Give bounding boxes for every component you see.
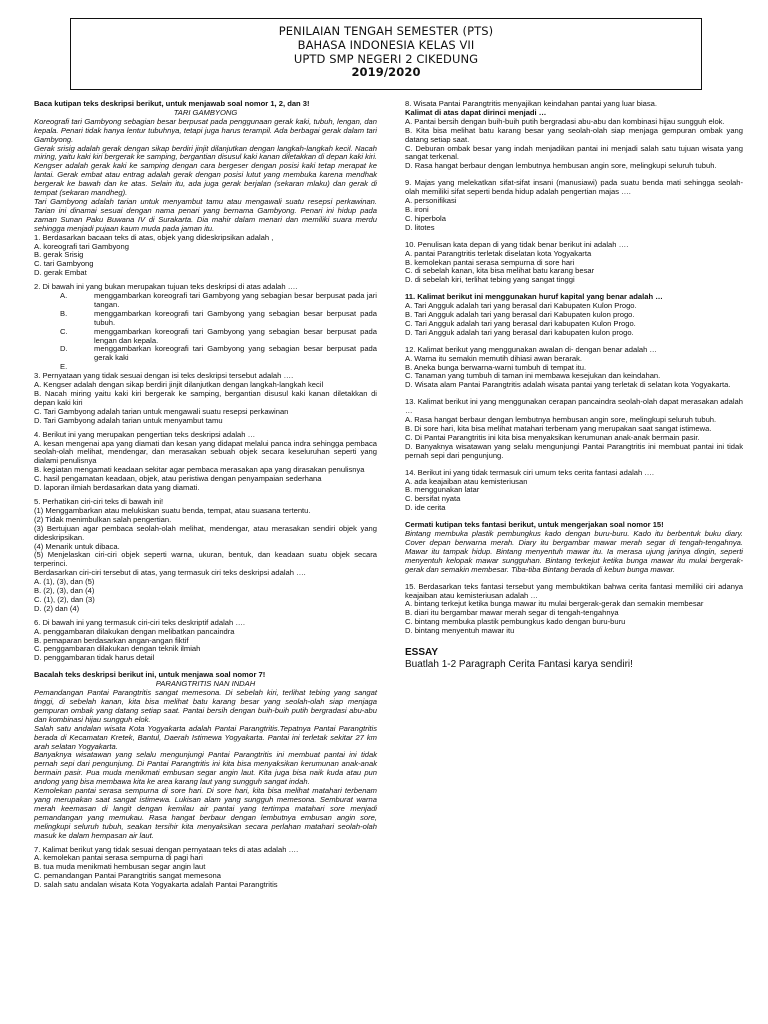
question-1: 1. Berdasarkan bacaan teks di atas, objek yang dideskripsikan adalah ,	[34, 232, 274, 242]
option: B. Tari Angguk adalah tari yang berasal dari Kabupaten kulon progo.	[405, 310, 635, 320]
question-5-ask: Berdasarkan ciri-ciri tersebut di atas, yang termasuk ciri teks deskripsi adalah ….	[34, 568, 306, 578]
option: C. pemandangan Pantai Parangtritis sangat memesona	[34, 871, 222, 881]
instruction-3: Cermati kutipan teks fantasi berikut, untuk mengerjakan soal nomor 15!	[405, 520, 664, 530]
question-15: 15. Berdasarkan teks fantasi tersebut yang membuktikan bahwa cerita fantasi memiliki ciri adanya keajaiban atau kemisteriusan adalah …	[405, 581, 743, 600]
option: A. ada keajaiban atau kemisteriusan	[405, 476, 528, 486]
option: A. personifikasi	[405, 196, 457, 206]
essay-instruction: Buatlah 1-2 Paragraph Cerita Fantasi karya sendiri!	[405, 659, 633, 671]
option: A. koreografi tari Gambyong	[34, 241, 129, 251]
passage-title-1: TARI GAMBYONG	[173, 107, 238, 117]
question-3: 3. Pernyataan yang tidak sesuai dengan isi teks deskripsi tersebut adalah ….	[34, 371, 294, 381]
option: D. Tari Gambyong adalah tarian untuk menyambut tamu	[34, 415, 223, 425]
question-2: 2. Di bawah ini yang bukan merupakan tujuan teks deskripsi di atas adalah ….	[34, 282, 298, 292]
passage-1-paragraph: Koreografi tari Gambyong sebagian besar berpusat pada penggunaan gerak kaki, tubuh, lengan, dan kepala. Penari tidak hanya lentur tubuhnya, tetapi juga harus terampil. Ada berbagai gerak dalam tari Gambyong.	[34, 116, 377, 144]
header-school: UPTD SMP NEGERI 2 CIKEDUNG	[293, 51, 479, 66]
option: C. (1), (2), dan (3)	[34, 594, 95, 604]
question-13: 13. Kalimat berikut ini yang menggunakan cerapan pancaindra seolah-olah dapat merasakan adalah …	[405, 397, 743, 416]
option: B. Di sore hari, kita bisa melihat matahari terbenam yang merupakan saat sangat istimewa.	[405, 424, 712, 433]
question-6: 6. Di bawah ini yang termasuk ciri-ciri teks deskriptif adalah ….	[34, 617, 246, 627]
option: A. pantai Parangtritis terletak diselatan kota Yogyakarta	[405, 248, 592, 258]
question-10: 10. Penulisan kata depan di yang tidak benar berikut ini adalah ….	[405, 239, 629, 249]
option: C. hasil pengamatan keadaan, objek, atau peristiwa dengan penyampaian sederhana	[34, 474, 322, 484]
option: D. litotes	[405, 222, 435, 232]
option: B. pemaparan berdasarkan angan-angan fiktif	[34, 635, 189, 645]
passage-2-paragraph: Banyaknya wisatawan yang selalu mengunjungi Pantai Parangtritis ini membuat pantai ini tidak pernah sepi dari pengunjung. Di Pantai Parangtritis ini kita bisa menyaksikan kerumunan anak-anak bermain pasir. Pua muda menikmati embusan segar angin laut. Kita juga bisa naik kuda atau pun andong yang bisa membawa kita ke area karang laut yang sungguh sangat indah.	[34, 750, 377, 787]
option: D. (2) dan (4)	[34, 603, 80, 613]
option: C. tari Gambyong	[34, 259, 94, 269]
option: B. Kita bisa melihat batu karang besar yang seolah-olah siap menjaga gempuran ombak yang datang setiap saat.	[405, 125, 743, 144]
option: B. kegiatan mengamati keadaan sekitar agar pembaca merasakan apa yang dirasakan penulisnya	[34, 465, 365, 475]
option: C. bersifat nyata	[405, 494, 461, 504]
option: A. bintang terkejut ketika bunga mawar itu mulai bergerak-gerak dan semakin membesar	[405, 599, 704, 609]
option: C. Di Pantai Parangtritis ini kita bisa menyaksikan kerumunan anak-anak bermain pasir.	[405, 432, 700, 442]
statement: (1) Menggambarkan atau melukiskan suatu benda, tempat, atau suasana tertentu.	[34, 505, 311, 515]
statement: (5) Menjelaskan ciri-ciri objek seperti warna, ukuran, bentuk, dan keadaan suatu objek secara terperinci.	[34, 550, 377, 569]
option: A. penggambaran dilakukan dengan melibatkan pancaindra	[34, 626, 235, 636]
passage-3-paragraph: Bintang membuka plastik pembungkus kado dengan buru-buru. Kado itu berbentuk buku diary. Cover depan berwarna merah. Diary itu bergambar mawar merah segar di tengah-tengahnya. Mawar itu tampak hidup. Bintang menyentuh mawar itu. Ia merasa ujung jarinya dingin, seperti menyentuh kelopak mawar sungguhan. Bintang terkejut ketika bunga mawar itu mulai bergerak-gerak dan semakin membesar. Tiba-tiba Bintang berada di kebun bunga mawar.	[405, 529, 743, 574]
passage-2-paragraph: Kemolekan pantai serasa sempurna di sore hari. Di sore hari, kita bisa melihat matahari terbenam yang merupakan saat sangat istimewa. Lukisan alam yang sungguh memesona. Semburat warna merah keemasan di langit dengan kemilau air pantai yang tertimpa matahari sore menjadi pemandangan yang memukau. Rasa hangat berbaur dengan lembutnya embusan angin sore, melingkupi seluruh tubuh, seakan tersihir kita menyaksikan secara perlahan matahari seolah-olah masuk ke dalam hempasan air laut.	[34, 786, 377, 840]
option: C. di sebelah kanan, kita bisa melihat batu karang besar	[405, 266, 595, 276]
option: C. Tari Angguk adalah tari yang berasal dari kabupaten Kulon Progo.	[405, 318, 636, 328]
option: B. (2), (3), dan (4)	[34, 586, 95, 596]
question-11: 11. Kalimat berikut ini menggunakan huruf kapital yang benar adalah …	[405, 292, 663, 302]
question-8: 8. Wisata Pantai Parangtritis menyajikan keindahan pantai yang luar biasa.	[405, 99, 658, 108]
left-column	[34, 100, 377, 890]
option: C. Tari Gambyong adalah tarian untuk mengawali suatu resepsi perkawinan	[34, 406, 289, 416]
option: A. Rasa hangat berbaur dengan lembutnya hembusan angin sore, melingkupi seluruh tubuh.	[405, 415, 717, 425]
header-title: PENILAIAN TENGAH SEMESTER (PTS)	[278, 24, 494, 38]
option: D. Banyaknya wisatawan yang selalu mengunjungi Pantai Parangtritis ini membuat pantai ini tidak pernah sepi dari pengunjung.	[405, 441, 743, 460]
option: B. menggunakan latar	[405, 485, 480, 495]
option: E.	[60, 362, 68, 372]
statement: (3) Bertujuan agar pembaca seolah-olah melihat, mendengar, atau merasakan sendiri objek yang dideskripsikan.	[34, 523, 377, 542]
passage-1-paragraph: Gerak srisig adalah gerak dengan sikap berdiri jinjit dilanjutkan dengan langkah-langkah kecil. Nacah miring, yaitu kaki kiri bergerak ke samping, bergantian disusul kaki kanan diletakkan di depan kaki kiri. Kengser adalah gerak kaki ke samping dengan cara bergeser dengan posisi kaki tetap merapat ke lantai. Gerak embat atau entrag adalah gerak dengan posisi lutut yang membuka karena mendhak bergerak ke bawah dan ke atas. Selain itu, ada juga gerak berjalan (sekaran mlaku) dan gerak di tempat (sekaran mandheg).	[34, 143, 377, 198]
option: A. menggambarkan koreografi tari Gambyong yang sebagian besar berpusat pada jari tangan.	[60, 291, 377, 309]
option: B. kemolekan pantai serasa sempurna di sore hari	[405, 257, 575, 267]
option: C. hiperbola	[405, 213, 446, 223]
statement: (4) Menarik untuk dibaca.	[34, 541, 120, 551]
option: A. Pantai bersih dengan buih-buih putih bergradasi abu-abu dan kombinasi hijau sungguh elok.	[405, 116, 725, 126]
option: D. bintang menyentuh mawar itu	[405, 626, 515, 636]
passage-1-paragraph: Tari Gambyong adalah tarian untuk menyambut tamu atau mengawali suatu resepsi perkawinan. Tarian ini dinamai sesuai dengan nama penari yang bernama Gambyong. Penari ini hidup pada zaman Sunan Paku Buwana IV di Surakarta. Dia mahir dalam menari dan memiliki suara merdu sehingga menjadi pujaan kaum muda pada jaman itu.	[34, 196, 377, 233]
option: A. (1), (3), dan (5)	[34, 577, 95, 587]
right-column	[405, 100, 743, 671]
option: B. diari itu bergambar mawar merah segar di tengah-tengahnya	[405, 608, 619, 618]
option: B. gerak Srisig	[34, 250, 84, 260]
essay-heading: ESSAY	[405, 647, 438, 659]
option: D. Rasa hangat berbaur dengan lembutnya hembusan angin sore, melingkupi seluruh tubuh.	[405, 161, 717, 171]
option: C. Tanaman yang tumbuh di taman ini membawa kesejukan dan keindahan.	[405, 371, 661, 381]
option: B. tua muda menikmati hembusan segar angin laut	[34, 862, 206, 872]
option: D. laporan ilmiah berdasarkan data yang diamati.	[34, 483, 200, 493]
instruction-2: Bacalah teks deskripsi berikut ini, untuk menjawa soal nomor 7!	[34, 670, 266, 680]
instruction-1: Baca kutipan teks deskripsi berikut, untuk menjawab soal nomor 1, 2, dan 3!	[34, 99, 310, 108]
question-7: 7. Kalimat berikut yang tidak sesuai dengan pernyataan teks di atas adalah ….	[34, 844, 299, 854]
option: C. menggambarkan koreografi tari Gambyong yang sebagian besar berpusat pada lengan dan kepala.	[60, 326, 377, 345]
option: B. menggambarkan koreografi tari Gambyong yang sebagian besar berpusat pada tubuh.	[60, 308, 377, 327]
passage-2-paragraph: Salah satu andalan wisata Kota Yogyakarta adalah Pantai Parangtritis.Tepatnya Pantai Parangtritis berada di Kecamatan Kretek, Bantul, Daerah Istimewa Yogyakarta. Pantai ini terletak sekitar 27 km arah selatan Yogyakarta.	[34, 723, 377, 751]
option: A. Warna itu semakin memutih dihiasi awan berarak.	[405, 353, 582, 363]
option: D. di sebelah kiri, terlihat tebing yang sangat tinggi	[405, 275, 575, 285]
option: D. menggambarkan koreografi tari Gambyong yang sebagian besar berpusat pada gerak kaki	[60, 344, 377, 363]
option: A. Tari Angguk adalah tari yang berasal dari Kabupaten Kulon Progo.	[405, 301, 637, 311]
option: A. kesan mengenai apa yang diamati dan kesan yang didapat melalui panca indra sehingga pembaca seolah-olah melihat, mendengar, dan merasakan sebuah objek secara keseluruhan seperti yang dialami penulisnya	[34, 438, 377, 466]
option: D. salah satu andalan wisata Kota Yogyakarta adalah Pantai Parangtritis	[34, 880, 278, 890]
question-12: 12. Kalimat berikut yang menggunakan awalan di- dengan benar adalah …	[405, 344, 658, 354]
option: D. penggambaran tidak harus detail	[34, 653, 155, 663]
option: D. Wisata alam Pantai Parangtritis adalah wisata pantai yang terletak di selatan kota Yogyakarta.	[405, 380, 731, 390]
option: A. kemolekan pantai serasa sempurna di pagi hari	[34, 853, 203, 863]
statement: (2) Tidak menimbulkan salah pengertian.	[34, 514, 172, 524]
header-subject: BAHASA INDONESIA KELAS VII	[297, 37, 475, 52]
header-year: 2019/2020	[351, 65, 421, 80]
option: A. Kengser adalah dengan sikap berdiri jinjit dilanjutkan dengan langkah-langkah kecil	[34, 380, 324, 390]
question-8-ask: Kalimat di atas dapat dirinci menjadi …	[405, 107, 547, 117]
option: D. gerak Embat	[34, 268, 87, 278]
exam-header	[70, 18, 702, 90]
passage-title-2: PARANGTRITIS NAN INDAH	[155, 679, 256, 689]
option: C. bintang membuka plastik pembungkus kado dengan buru-buru	[405, 617, 626, 627]
question-14: 14. Berikut ini yang tidak termasuk ciri umum teks cerita fantasi adalah ….	[405, 467, 655, 477]
option: B. ironi	[405, 204, 429, 214]
passage-2-paragraph: Pemandangan Pantai Parangtritis sangat memesona. Di sebelah kiri, terlihat tebing yang sangat tinggi, di sebelah kanan, kita bisa melihat batu karang besar yang seolah-olah siap menjaga gempuran ombak yang datang setiap saat. Pantai bersih dengan buih-buih putih bergradasi abu-abu dan kombinasi hijau sungguh elok.	[34, 688, 377, 724]
option: B. Aneka bunga berwarna-warni tumbuh di tempat itu.	[405, 362, 587, 372]
option: C. penggambaran dilakukan dengan teknik ilmiah	[34, 644, 201, 654]
option: D. Tari Angguk adalah tari yang berasal dari kabupaten kulon progo.	[405, 327, 634, 337]
question-4: 4. Berikut ini yang merupakan pengertian teks deskripsi adalah …	[34, 429, 256, 439]
option: D. ide cerita	[405, 503, 446, 513]
option: C. Deburan ombak besar yang indah menjadikan pantai ini menjadi salah satu tujuan wisata yang sangat terkenal.	[405, 143, 743, 162]
option: B. Nacah miring yaitu kaki kiri bergerak ke samping, bergantian disusul kaki kanan diletakkan di depan kaki kiri	[34, 389, 377, 407]
question-5: 5. Perhatikan ciri-ciri teks di bawah ini!	[34, 496, 164, 506]
question-9: 9. Majas yang melekatkan sifat-sifat insani (manusiawi) pada suatu benda mati sehingga seolah-olah memiliki sifat seperti benda hidup adalah pengertian majas ….	[405, 178, 743, 197]
